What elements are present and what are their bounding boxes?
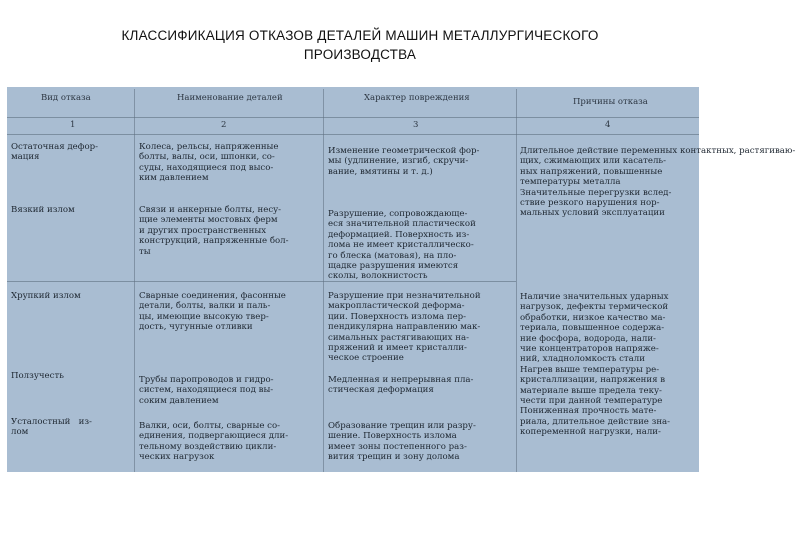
parts-cell: Трубы паропроводов и гидро- систем, находящиеся под вы- соким давлением (139, 375, 274, 406)
damage-cell: Разрушение, сопровождающе- еся значительной пластической деформацией. Поверхность из- лома не имеет кристаллическо- го блеска (матовая), на пло- щадке разрушения имеются сколы, волокнистость (328, 209, 476, 282)
column-divider (516, 89, 517, 472)
header-type: Вид отказа (41, 93, 91, 103)
scanned-table (7, 87, 795, 472)
damage-cell: Изменение геометрической фор- мы (удлинение, изгиб, скручи- вание, вмятины и т. д.) (328, 146, 480, 177)
parts-cell: Сварные соединения, фасонные детали, болты, валки и паль- цы, имеющие высокую твер- дость, чугунные отливки (139, 291, 286, 333)
failure-type: Ползучесть (11, 371, 64, 381)
column-number: 3 (413, 120, 419, 130)
title-line-1: КЛАССИФИКАЦИЯ ОТКАЗОВ ДЕТАЛЕЙ МАШИН МЕТАЛЛУРГИЧЕСКОГО (121, 28, 599, 43)
number-row-divider (7, 134, 699, 135)
title-line-2: ПРОИЗВОДСТВА (303, 47, 417, 62)
header-damage: Характер повреждения (364, 93, 470, 103)
causes-cell: Наличие значительных ударных нагрузок, дефекты термической обработки, низкое качество ма- териала, повышенное содержа- ние фосфора, водорода, нали- чие концентраторов напряже- ний, хладноломкость стали Нагрев выше температуры ре- кристаллизации, напряжения в материале выше предела теку- чести при данной температуре Пониженная прочность мате- риала, длительное действие зна- копеременной нагрузки, нали- (520, 292, 671, 438)
header-parts: Наименование деталей (177, 93, 283, 103)
failure-type: Вязкий излом (11, 205, 75, 215)
causes-cell: Длительное действие переменных контактных, растягиваю- щих, сжимающих или касатель- ных напряжений, повышенные температуры металла Значительные перегрузки вслед- ствие резкого нарушения нор- мальных условий эксплуатации (520, 146, 795, 219)
damage-cell: Образование трещин или разру- шение. Поверхность излома имеет зоны постепенного раз- вития трещин и зону долома (328, 421, 476, 463)
parts-cell: Колеса, рельсы, напряженные болты, валы, оси, шпонки, со- суды, находящиеся под высо- ким давлением (139, 142, 279, 184)
damage-cell: Медленная и непрерывная пла- стическая деформация (328, 375, 474, 396)
column-number: 1 (70, 120, 76, 130)
page-title (40, 26, 680, 64)
column-number: 2 (221, 120, 227, 130)
failure-type: Остаточная дефор- мация (11, 142, 99, 163)
header-causes: Причины отказа (573, 97, 648, 107)
parts-cell: Связи и анкерные болты, несу- щие элементы мостовых ферм и других пространственных конструкций, напряженные бол- ты (139, 205, 289, 257)
parts-cell: Валки, оси, болты, сварные со- единения, подвергающиеся дли- тельному воздействию цикли- ческих нагрузок (139, 421, 289, 463)
failure-type: Усталостный из- лом (11, 417, 92, 438)
failure-type: Хрупкий излом (11, 291, 81, 301)
damage-cell: Разрушение при незначительной макропластической деформа- ции. Поверхность излома пер- пендикулярна направлению мак- симальных растягивающих на- пряжений и имеет кристалли- ческое строение (328, 291, 481, 364)
header-divider (7, 117, 699, 118)
column-number: 4 (605, 120, 611, 130)
